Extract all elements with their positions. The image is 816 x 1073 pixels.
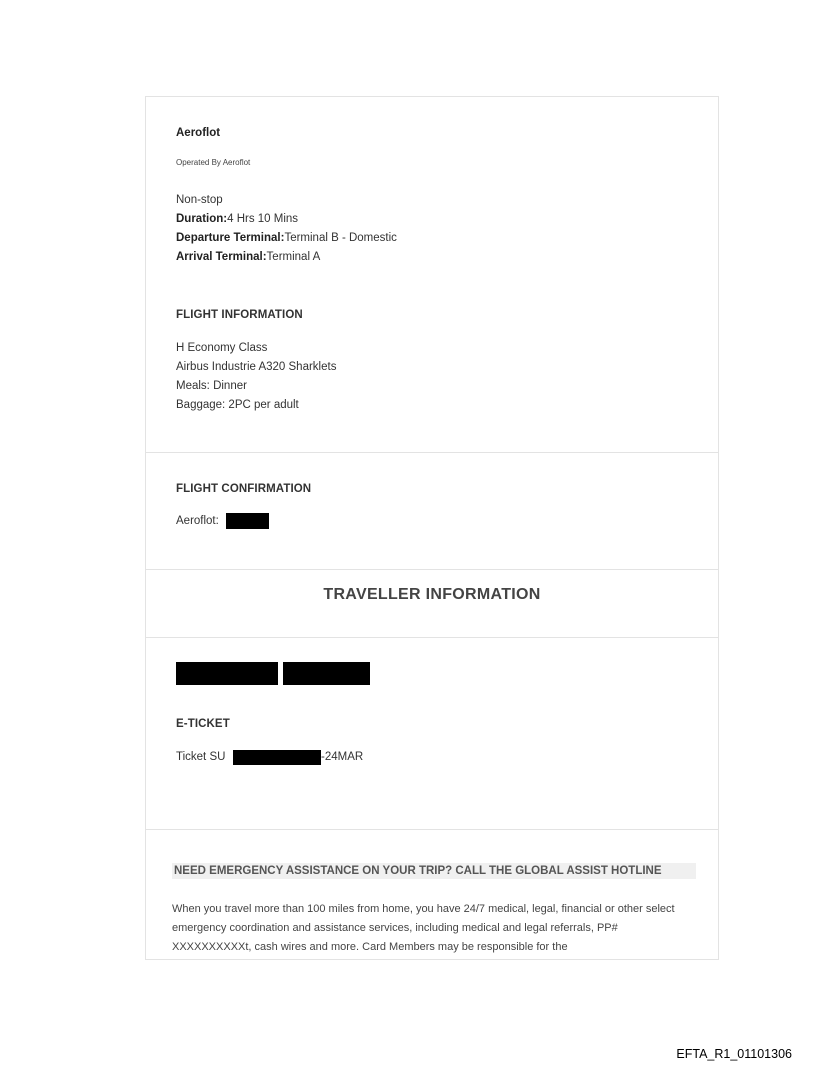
duration-line [176, 213, 298, 225]
arrival-terminal-value: Terminal A [266, 251, 321, 263]
duration-label: Duration: [176, 213, 228, 225]
airline-name: Aeroflot [176, 127, 221, 139]
stops-text: Non-stop [176, 194, 223, 206]
traveller-information-section [146, 570, 718, 638]
departure-terminal-value: Terminal B - Domestic [284, 232, 397, 244]
ticket-number-redaction [233, 750, 321, 765]
flight-section [146, 97, 718, 453]
arrival-terminal-line [176, 251, 320, 263]
emergency-heading: NEED EMERGENCY ASSISTANCE ON YOUR TRIP? CALL THE GLOBAL ASSIST HOTLINE [172, 863, 696, 879]
traveller-information-heading: TRAVELLER INFORMATION [323, 586, 541, 603]
eticket-section [146, 638, 718, 830]
aircraft-type: Airbus Industrie A320 Sharklets [176, 361, 337, 373]
departure-terminal-line [176, 232, 397, 244]
flight-confirmation-section [146, 453, 718, 570]
ticket-prefix: Ticket SU [176, 751, 226, 763]
emergency-section [146, 830, 718, 960]
flight-confirmation-heading: FLIGHT CONFIRMATION [176, 483, 312, 495]
confirmation-label: Aeroflot: [176, 515, 219, 527]
operated-by: Operated By Aeroflot [176, 158, 251, 167]
emergency-body: When you travel more than 100 miles from home, you have 24/7 medical, legal, financial or other select emergency coordination and assistance services, including medical and legal referrals, PP# XXXXXXXXXXt, cash wires and more. Card Members may be responsible for the [172, 903, 675, 953]
confirmation-redaction [226, 513, 269, 529]
cabin-class: H Economy Class [176, 342, 268, 354]
traveller-last-name-redaction [283, 662, 370, 685]
baggage-info: Baggage: 2PC per adult [176, 399, 299, 411]
departure-terminal-label: Departure Terminal: [176, 232, 285, 244]
flight-information-heading: FLIGHT INFORMATION [176, 309, 303, 321]
ticket-suffix: -24MAR [321, 751, 364, 763]
itinerary-card [145, 96, 719, 960]
traveller-first-name-redaction [176, 662, 278, 685]
eticket-heading: E-TICKET [176, 718, 230, 730]
arrival-terminal-label: Arrival Terminal: [176, 251, 267, 263]
meals-info: Meals: Dinner [176, 380, 247, 392]
document-id: EFTA_R1_01101306 [676, 1047, 792, 1061]
duration-value: 4 Hrs 10 Mins [227, 213, 299, 225]
